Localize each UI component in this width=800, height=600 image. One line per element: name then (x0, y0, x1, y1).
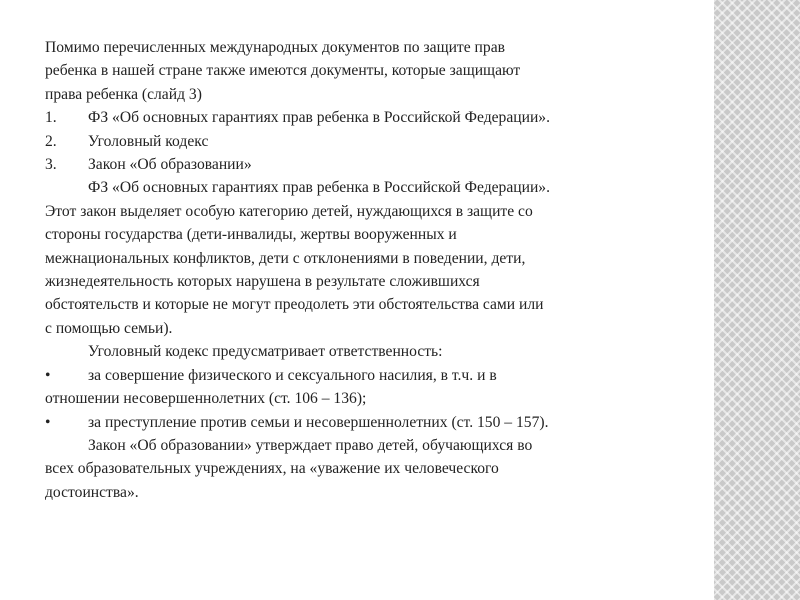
bullet-marker: • (45, 413, 51, 431)
list-number: 1. (45, 109, 57, 127)
bullet-text-continuation: отношении несовершеннолетних (ст. 106 – 136); (45, 390, 367, 408)
decorative-side-stripe (714, 0, 800, 600)
numbered-item (45, 130, 705, 153)
list-number: 2. (45, 132, 57, 150)
fz-paragraph-line: ФЗ «Об основных гарантиях прав ребенка в Российской Федерации». (88, 179, 551, 197)
fz-paragraph-line: обстоятельств и которые не могут преодолеть эти обстоятельства сами или (45, 296, 544, 314)
list-text: Закон «Об образовании» (88, 156, 252, 174)
bullet-text: за преступление против семьи и несовершеннолетних (ст. 150 – 157). (88, 413, 549, 431)
intro-line: права ребенка (слайд 3) (45, 85, 202, 103)
bullet-text: за совершение физического и сексуального насилия, в т.ч. и в (88, 366, 497, 384)
intro-line: ребенка в нашей стране также имеются документы, которые защищают (45, 62, 521, 80)
list-text: Уголовный кодекс (88, 132, 209, 150)
slide-body (45, 36, 705, 504)
education-paragraph-line: всех образовательных учреждениях, на «уважение их человеческого (45, 460, 499, 478)
list-text: ФЗ «Об основных гарантиях прав ребенка в Российской Федерации». (88, 109, 551, 127)
fz-paragraph-line: с помощью семьи). (45, 319, 173, 337)
list-number: 3. (45, 156, 57, 174)
fz-paragraph-line: Этот закон выделяет особую категорию детей, нуждающихся в защите со (45, 202, 533, 220)
fz-paragraph-line: стороны государства (дети-инвалиды, жертвы вооруженных и (45, 226, 457, 244)
bullet-marker: • (45, 366, 51, 384)
fz-paragraph-line: жизнедеятельность которых нарушена в результате сложившихся (45, 273, 480, 291)
bullet-item (45, 411, 705, 434)
fz-paragraph-line: межнациональных конфликтов, дети с отклонениями в поведении, дети, (45, 249, 526, 267)
numbered-item (45, 106, 705, 129)
intro-line: Помимо перечисленных международных документов по защите прав (45, 39, 505, 56)
bullet-item (45, 364, 705, 387)
education-paragraph-line: Закон «Об образовании» утверждает право детей, обучающихся во (88, 436, 533, 454)
criminal-code-lead: Уголовный кодекс предусматривает ответственность: (88, 343, 443, 361)
numbered-item (45, 153, 705, 176)
education-paragraph-line: достоинства». (45, 483, 139, 501)
